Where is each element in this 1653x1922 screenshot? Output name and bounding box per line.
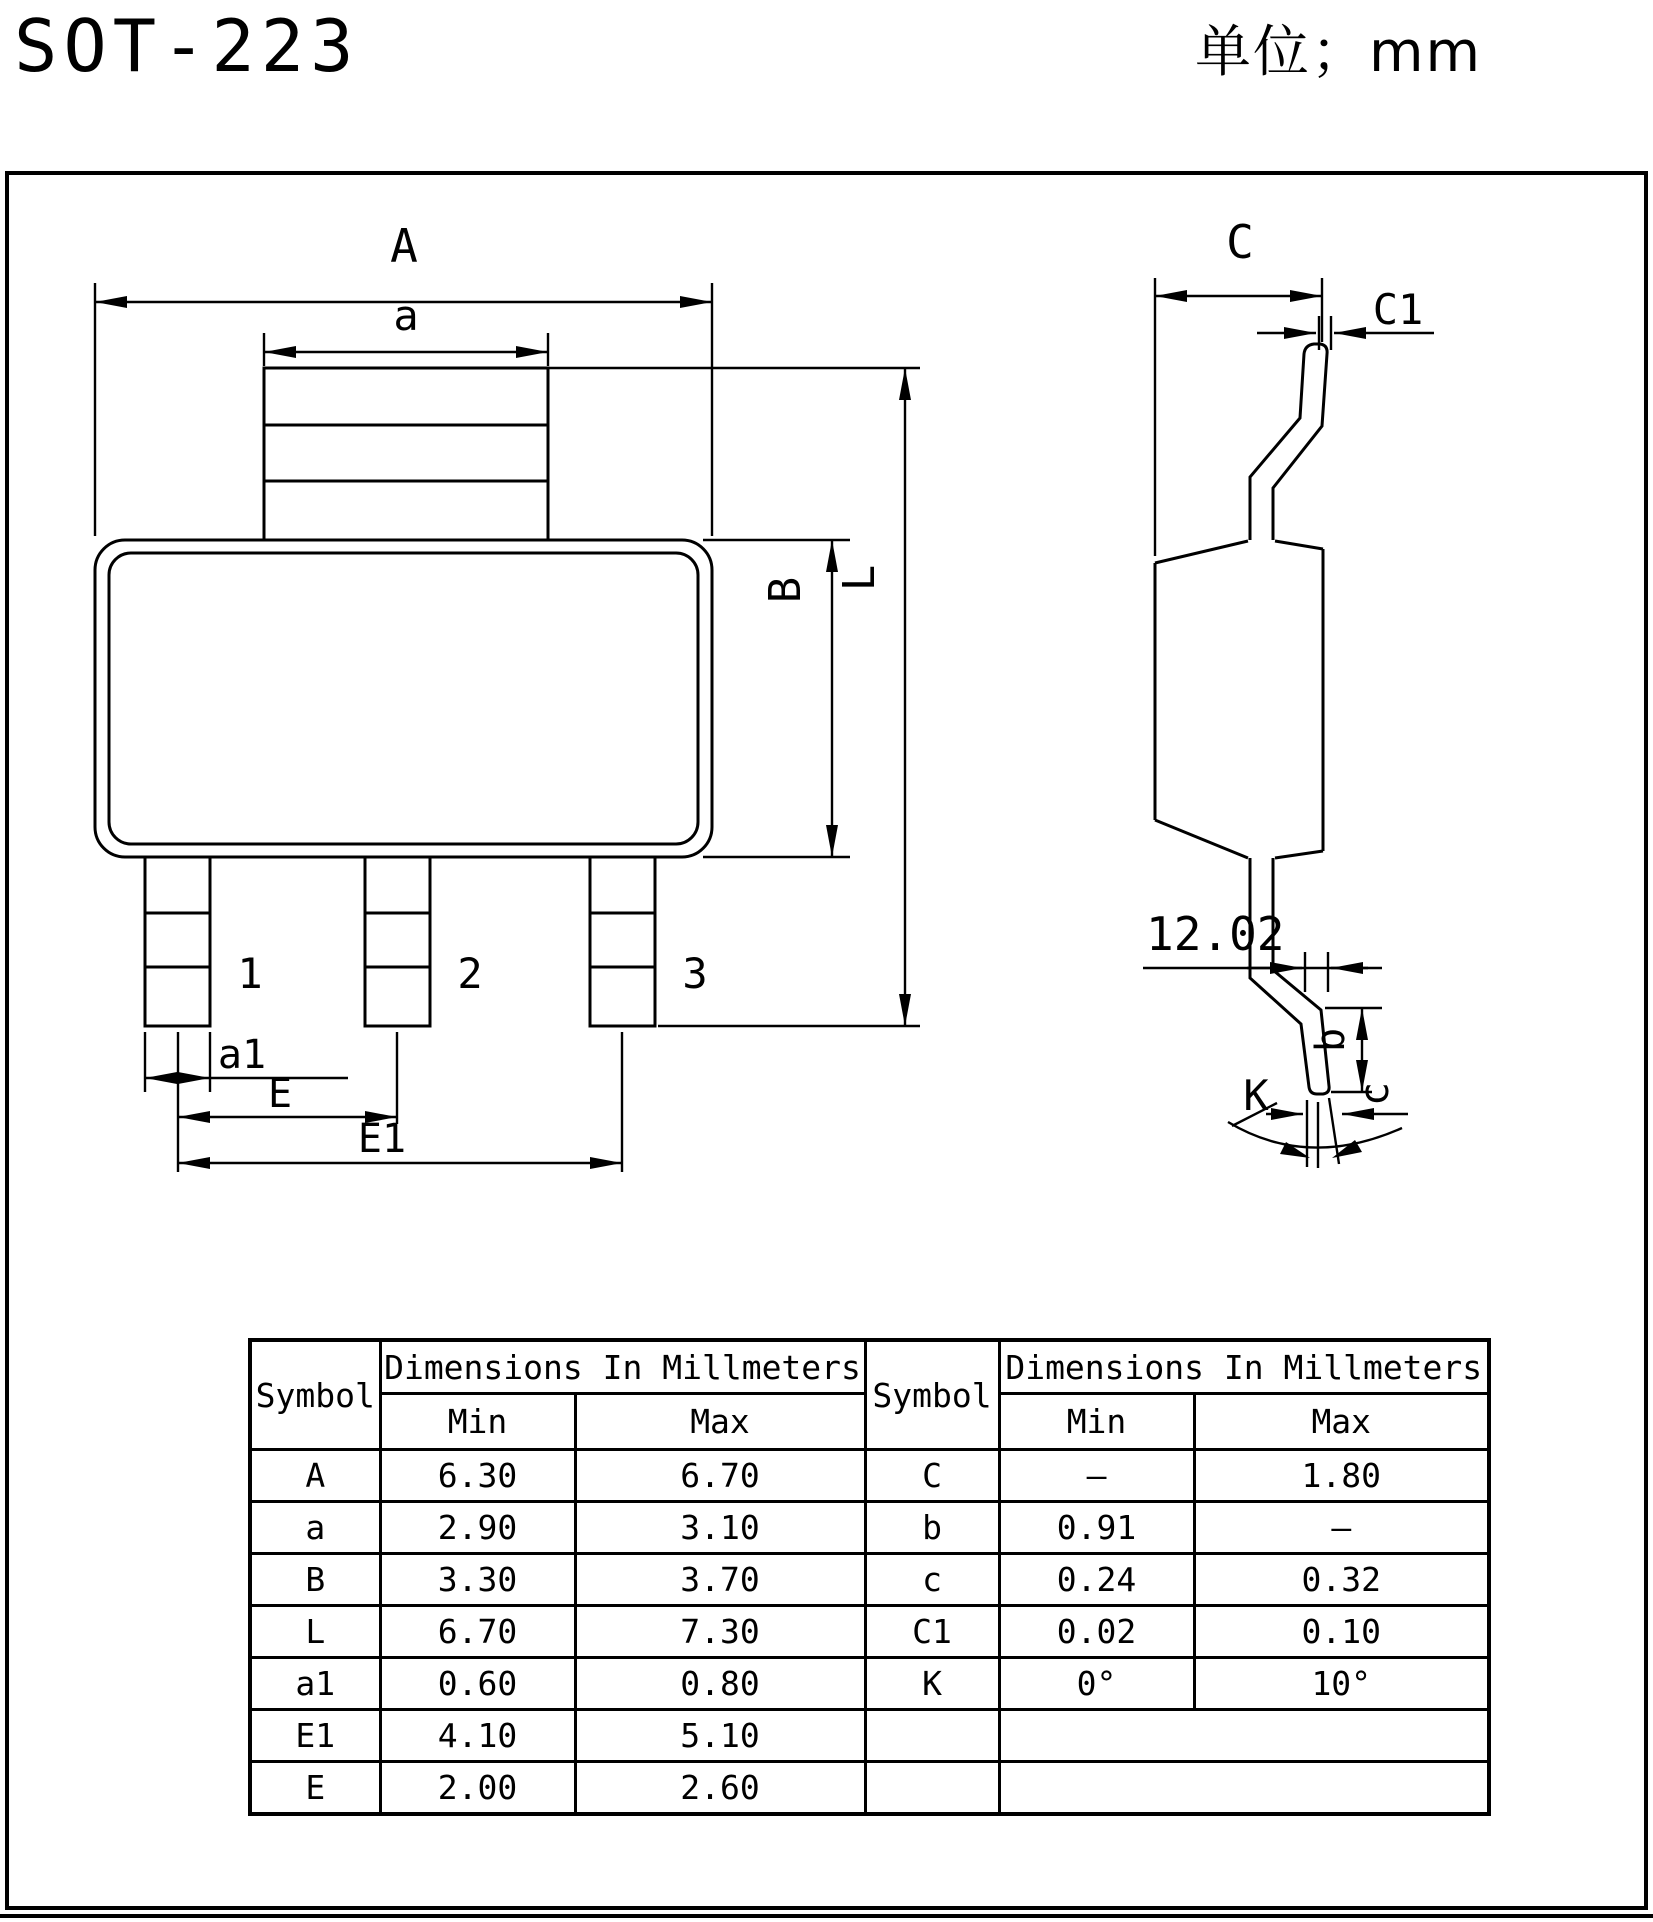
- table-header-symbol-left: Symbol: [250, 1340, 380, 1450]
- table-cell-symbol: b: [865, 1502, 999, 1554]
- table-cell-min: –: [999, 1450, 1194, 1502]
- pin-label-1: 1: [237, 949, 263, 998]
- table-cell-symbol: E: [250, 1762, 380, 1815]
- dim-label-c: c: [1352, 1081, 1398, 1107]
- table-row: [250, 1554, 1489, 1606]
- table-cell-max: 0.32: [1194, 1554, 1489, 1606]
- table-cell-symbol: E1: [250, 1710, 380, 1762]
- table-cell-empty: [999, 1762, 1489, 1815]
- pin-label-2: 2: [457, 949, 483, 998]
- table-cell-min: 0.02: [999, 1606, 1194, 1658]
- table-cell-symbol: K: [865, 1658, 999, 1710]
- table-cell-max: 3.70: [575, 1554, 865, 1606]
- dim-label-lead-length: 12.02: [1146, 907, 1285, 961]
- table-cell-min: 6.30: [380, 1450, 575, 1502]
- table-cell-max: 7.30: [575, 1606, 865, 1658]
- table-cell-max: 0.10: [1194, 1606, 1489, 1658]
- table-header-max-left: Max: [575, 1394, 865, 1450]
- table-cell-min: 2.90: [380, 1502, 575, 1554]
- table-cell-min: 6.70: [380, 1606, 575, 1658]
- dim-label-A: A: [390, 219, 418, 273]
- table-header-dims-right: Dimensions In Millmeters: [999, 1340, 1489, 1394]
- table-cell-min: 3.30: [380, 1554, 575, 1606]
- table-row: [250, 1450, 1489, 1502]
- table-cell-min: 0°: [999, 1658, 1194, 1710]
- dim-lead-length: [1143, 907, 1382, 992]
- table-cell-symbol: [865, 1762, 999, 1815]
- dim-L: [548, 368, 920, 1026]
- table-cell-symbol: a: [250, 1502, 380, 1554]
- dim-A: [95, 219, 712, 536]
- unit-label: 单位；mm: [1195, 20, 1483, 85]
- table-cell-max: 5.10: [575, 1710, 865, 1762]
- table-header-min-right: Min: [999, 1394, 1194, 1450]
- dimension-table: [248, 1338, 1491, 1816]
- dim-C1: [1257, 285, 1434, 350]
- table-cell-symbol: c: [865, 1554, 999, 1606]
- dim-label-C: C: [1226, 215, 1254, 269]
- table-cell-symbol: C: [865, 1450, 999, 1502]
- table-cell-max: 10°: [1194, 1658, 1489, 1710]
- table-cell-max: 3.10: [575, 1502, 865, 1554]
- table-cell-max: –: [1194, 1502, 1489, 1554]
- table-cell-max: 1.80: [1194, 1450, 1489, 1502]
- table-header-symbol-right: Symbol: [865, 1340, 999, 1450]
- table-cell-max: 2.60: [575, 1762, 865, 1815]
- dim-label-B: B: [760, 576, 811, 604]
- dim-C: [1155, 215, 1322, 556]
- dim-label-a: a: [393, 291, 419, 340]
- table-cell-min: 0.24: [999, 1554, 1194, 1606]
- table-header-dims-left: Dimensions In Millmeters: [380, 1340, 865, 1394]
- dim-label-E: E: [267, 1071, 293, 1117]
- dim-B: [703, 540, 850, 857]
- side-view-outline: [1155, 344, 1329, 1094]
- table-row: [250, 1502, 1489, 1554]
- table-row: [250, 1658, 1489, 1710]
- table-cell-empty: [999, 1710, 1489, 1762]
- dim-label-E1: E1: [357, 1116, 407, 1162]
- table-header-min-left: Min: [380, 1394, 575, 1450]
- table-row: [250, 1762, 1489, 1815]
- table-cell-max: 0.80: [575, 1658, 865, 1710]
- dim-label-L: L: [834, 564, 885, 592]
- table-row: [250, 1606, 1489, 1658]
- dim-label-K: K: [1243, 1071, 1269, 1120]
- table-cell-min: 2.00: [380, 1762, 575, 1815]
- dim-E1: [178, 1116, 622, 1163]
- front-view-outline: [95, 368, 712, 1026]
- table-cell-max: 6.70: [575, 1450, 865, 1502]
- dim-a1: [145, 1032, 348, 1092]
- table-row: [250, 1710, 1489, 1762]
- table-cell-symbol: [865, 1710, 999, 1762]
- table-cell-symbol: A: [250, 1450, 380, 1502]
- table-cell-min: 4.10: [380, 1710, 575, 1762]
- table-cell-symbol: C1: [865, 1606, 999, 1658]
- dim-c: [1331, 1082, 1398, 1106]
- dim-label-C1: C1: [1372, 285, 1424, 334]
- table-cell-symbol: L: [250, 1606, 380, 1658]
- page-title: SOT-223: [14, 4, 360, 88]
- table-header-max-right: Max: [1194, 1394, 1489, 1450]
- pin-label-3: 3: [682, 949, 708, 998]
- table-cell-min: 0.60: [380, 1658, 575, 1710]
- dim-label-b: b: [1308, 1027, 1354, 1053]
- dim-label-a1: a1: [217, 1032, 267, 1078]
- dim-b: [1308, 1008, 1382, 1092]
- table-cell-min: 0.91: [999, 1502, 1194, 1554]
- table-cell-symbol: a1: [250, 1658, 380, 1710]
- table-cell-symbol: B: [250, 1554, 380, 1606]
